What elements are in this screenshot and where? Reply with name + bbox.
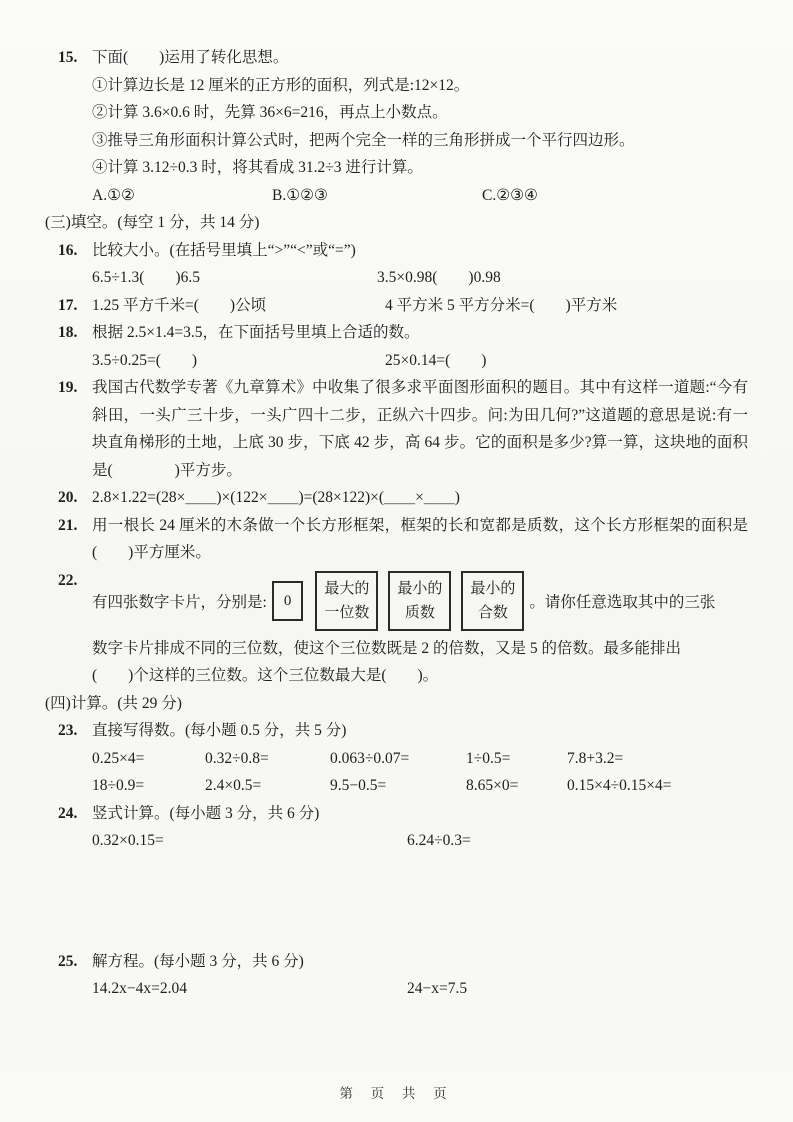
question-16-right: 3.5×0.98( )0.98 — [377, 269, 501, 286]
question-20 — [45, 484, 748, 512]
equation: 24−x=7.5 — [407, 980, 468, 997]
expression: 9.5−0.5= — [330, 777, 387, 794]
question-15-options — [92, 182, 748, 210]
question-15-body — [92, 44, 748, 209]
equation: 14.2x−4x=2.04 — [92, 980, 187, 997]
question-19 — [45, 374, 748, 484]
option-c: C.②③④ — [482, 186, 538, 204]
question-22 — [45, 567, 748, 690]
question-16-body — [92, 237, 748, 292]
question-18 — [45, 319, 748, 374]
question-21-number: 21. — [58, 516, 78, 534]
question-19-number: 19. — [58, 379, 78, 396]
question-18-left: 3.5÷0.25=( ) — [92, 351, 198, 369]
card-line: 一位数 — [324, 604, 370, 621]
question-23-row-2 — [92, 772, 748, 800]
question-22-line2: 数字卡片排成不同的三位数，使这个三位数既是 2 的倍数，又是 5 的倍数。最多能排出 — [92, 639, 682, 657]
card-line: 质数 — [404, 604, 435, 621]
question-25-number: 25. — [58, 952, 78, 970]
question-17-left: 1.25 平方千米=( )公顷 — [92, 296, 267, 314]
question-22-number: 22. — [58, 571, 78, 589]
question-17-right: 4 平方米 5 平方分米=( )平方米 — [385, 296, 618, 314]
question-23-row-1 — [92, 745, 748, 773]
question-20-number: 20. — [58, 489, 78, 506]
page-footer: 第 页 共 页 — [339, 1086, 454, 1101]
expression: 0.25×4= — [92, 749, 145, 767]
card-line: 合数 — [477, 604, 508, 621]
exam-content — [45, 44, 748, 1003]
question-17 — [45, 292, 748, 320]
question-16-number: 16. — [58, 241, 78, 259]
question-21-text: 用一根长 24 厘米的木条做一个长方形框架，框架的长和宽都是质数，这个长方形框架的面积是( )平方厘米。 — [92, 516, 748, 561]
question-22-after-cards: 。请你任意选取其中的三张 — [529, 593, 716, 611]
question-23-stem: 直接写得数。(每小题 0.5 分，共 5 分) — [92, 722, 347, 739]
question-16 — [45, 237, 748, 292]
question-22-cards-row — [92, 567, 748, 635]
expression: 1÷0.5= — [466, 749, 511, 767]
expression: 2.4×0.5= — [205, 777, 262, 794]
question-15-item-3: ③推导三角形面积计算公式时，把两个完全一样的三角形拼成一个平行四边形。 — [92, 131, 635, 149]
expression: 8.65×0= — [466, 777, 519, 794]
question-18-body — [92, 319, 748, 374]
question-25-equations — [92, 975, 748, 1003]
question-21-body — [92, 512, 748, 567]
digit-card-smallest-composite — [461, 571, 524, 631]
question-24-number: 24. — [58, 804, 78, 822]
question-21 — [45, 512, 748, 567]
option-b: B.①②③ — [272, 186, 328, 204]
question-25-stem: 解方程。(每小题 3 分，共 6 分) — [92, 952, 304, 970]
card-line: 最大的 — [324, 580, 370, 597]
question-25 — [45, 948, 748, 1003]
question-22-body — [92, 567, 748, 690]
digit-card-largest-one-digit — [315, 571, 378, 631]
question-15-item-1: ①计算边长是 12 厘米的正方形的面积，列式是:12×12。 — [92, 76, 470, 94]
question-18-number: 18. — [58, 324, 78, 341]
question-24-body — [92, 800, 748, 855]
question-20-text: 2.8×1.22=(28×＿＿)×(122×＿＿)=(28×122)×(＿＿×＿＿) — [92, 489, 460, 506]
question-16-left: 6.5÷1.3( )6.5 — [92, 269, 200, 286]
section-heading-fill: (三)填空。(每空 1 分，共 14 分) — [45, 214, 260, 231]
question-16-stem: 比较大小。(在括号里填上“>”“<”或“=”) — [92, 241, 356, 259]
expression: 7.8+3.2= — [567, 749, 624, 767]
question-23 — [45, 717, 748, 800]
question-19-body — [92, 374, 748, 484]
question-24-stem: 竖式计算。(每小题 3 分，共 6 分) — [92, 804, 320, 822]
question-17-blanks — [92, 292, 748, 320]
question-22-lead: 有四张数字卡片，分别是: — [92, 593, 267, 611]
digit-card-smallest-prime — [388, 571, 451, 631]
expression: 0.063÷0.07= — [330, 749, 410, 767]
question-17-body — [92, 292, 748, 320]
question-15 — [45, 44, 748, 209]
expression: 6.24÷0.3= — [407, 832, 471, 849]
section-heading-calc: (四)计算。(共 29 分) — [45, 694, 182, 712]
question-24 — [45, 800, 748, 855]
question-16-blanks — [92, 264, 748, 292]
question-23-body — [92, 717, 748, 800]
question-24-expressions — [92, 827, 748, 855]
digit-card-zero-label: 0 — [283, 592, 292, 609]
expression: 0.32÷0.8= — [205, 749, 269, 767]
question-18-right: 25×0.14=( ) — [385, 351, 487, 369]
question-22-line3: ( )个这样的三位数。这个三位数最大是( )。 — [92, 667, 439, 684]
question-25-body — [92, 948, 748, 1003]
card-line: 最小的 — [397, 580, 443, 597]
digit-card-zero — [272, 581, 304, 621]
expression: 18÷0.9= — [92, 777, 145, 794]
question-15-stem: 下面( )运用了转化思想。 — [92, 49, 289, 66]
expression: 0.15×4÷0.15×4= — [567, 777, 672, 794]
question-15-item-4: ④计算 3.12÷0.3 时，将其看成 31.2÷3 进行计算。 — [92, 159, 423, 176]
option-a: A.①② — [92, 186, 135, 204]
question-18-blanks — [92, 347, 748, 375]
question-23-number: 23. — [58, 722, 78, 739]
question-19-text: 我国古代数学专著《九章算术》中收集了很多求平面图形面积的题目。其中有这样一道题:“今有斜田，一头广三十步，一头广四十二步，正纵六十四步。问:为田几何?”这道题的意思是说:有一块直角梯形的土地，上底 30 步，下底 42 步，高 64 步。它的面积是多少?算一算，这块地的面积是( )平方步。 — [92, 379, 748, 479]
question-15-item-2: ②计算 3.6×0.6 时，先算 36×6=216，再点上小数点。 — [92, 104, 448, 121]
question-15-number: 15. — [58, 49, 78, 66]
expression: 0.32×0.15= — [92, 832, 164, 849]
question-18-stem: 根据 2.5×1.4=3.5，在下面括号里填上合适的数。 — [92, 324, 420, 341]
question-17-number: 17. — [58, 296, 78, 314]
card-line: 最小的 — [470, 580, 516, 597]
question-20-body — [92, 484, 748, 512]
